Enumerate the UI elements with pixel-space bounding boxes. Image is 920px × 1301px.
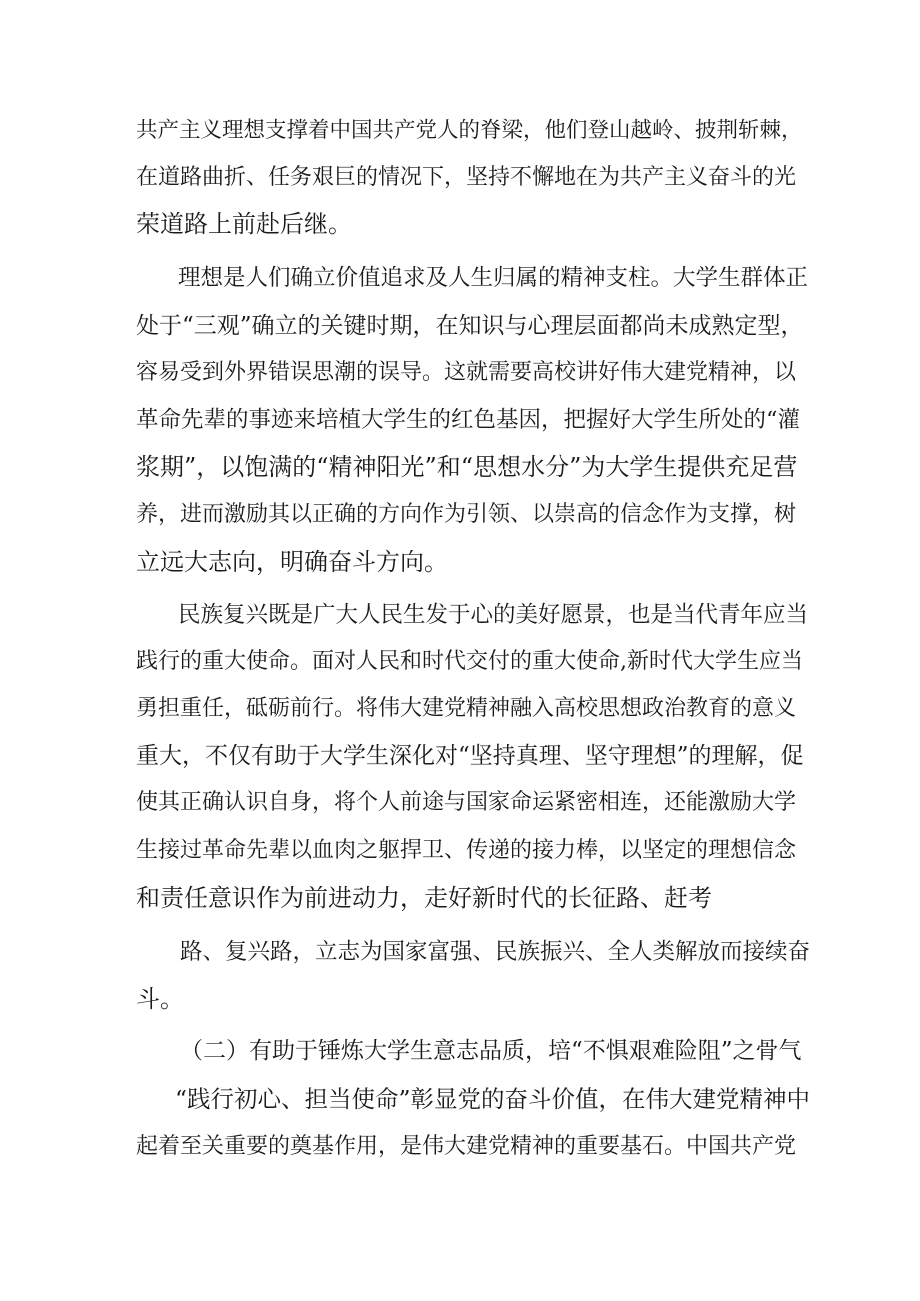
para-4-line-1: 路、复兴路，立志为国家富强、民族振兴、全人类解放而接续奋: [180, 939, 811, 965]
para-5-line-1: “践行初心、担当使命”彰显党的奋斗价值，在伟大建党精神中: [175, 1085, 811, 1113]
para-2-line-4: 革命先辈的事迹来培植大学生的红色基因，把握好大学生所处的“灌: [136, 407, 801, 433]
para-2-line-6: 养，进而激励其以正确的方向作为引领、以崇高的信念作为支撑，树: [136, 502, 797, 527]
para-2-line-3: 容易受到外界错误思潮的误导。这就需要高校讲好伟大建党精神，以: [136, 360, 797, 385]
para-4-line-2: 斗。: [136, 985, 184, 1013]
section-heading: （二）有助于锤炼大学生意志品质，培“不惧艰难险阻”之骨气: [180, 1038, 802, 1064]
para-1-line-1: 共产主义理想支撑着中国共产党人的脊梁，他们登山越岭、披荆斩棘，: [136, 118, 803, 143]
para-3-line-5: 使其正确认识自身，将个人前途与国家命运紧密相连，还能激励大学: [136, 790, 797, 815]
para-2-line-7: 立远大志向，明确奋斗方向。: [136, 548, 448, 576]
para-3-line-6: 生接过革命先辈以血肉之躯捍卫、传递的接力棒，以坚定的理想信念: [136, 838, 797, 863]
para-3-line-4: 重大，不仅有助于大学生深化对“坚持真理、坚守理想”的理解，促: [136, 743, 804, 769]
para-2-line-2: 处于“三观”确立的关键时期，在知识与心理层面都尚未成熟定型，: [136, 313, 804, 339]
para-3-line-2: 践行的重大使命。面对人民和时代交付的重大使命,新时代大学生应当: [136, 649, 803, 674]
para-1-line-3: 荣道路上前赴后继。: [136, 210, 352, 238]
para-3-line-3: 勇担重任，砥砺前行。将伟大建党精神融入高校思想政治教育的意义: [136, 696, 797, 721]
para-2-line-1: 理想是人们确立价值追求及人生归属的精神支柱。大学生群体正: [178, 265, 809, 291]
para-1-line-2: 在道路曲折、任务艰巨的情况下，坚持不懈地在为共产主义奋斗的光: [136, 165, 797, 190]
para-2-line-5: 浆期”，以饱满的“精神阳光”和“思想水分”为大学生提供充足营: [136, 453, 798, 481]
para-5-line-2: 起着至关重要的奠基作用，是伟大建党精神的重要基石。中国共产党: [136, 1134, 797, 1159]
para-3-line-7: 和责任意识作为前进动力，走好新时代的长征路、赶考: [136, 884, 712, 912]
para-3-line-1: 民族复兴既是广大人民生发于心的美好愿景，也是当代青年应当: [178, 602, 809, 628]
